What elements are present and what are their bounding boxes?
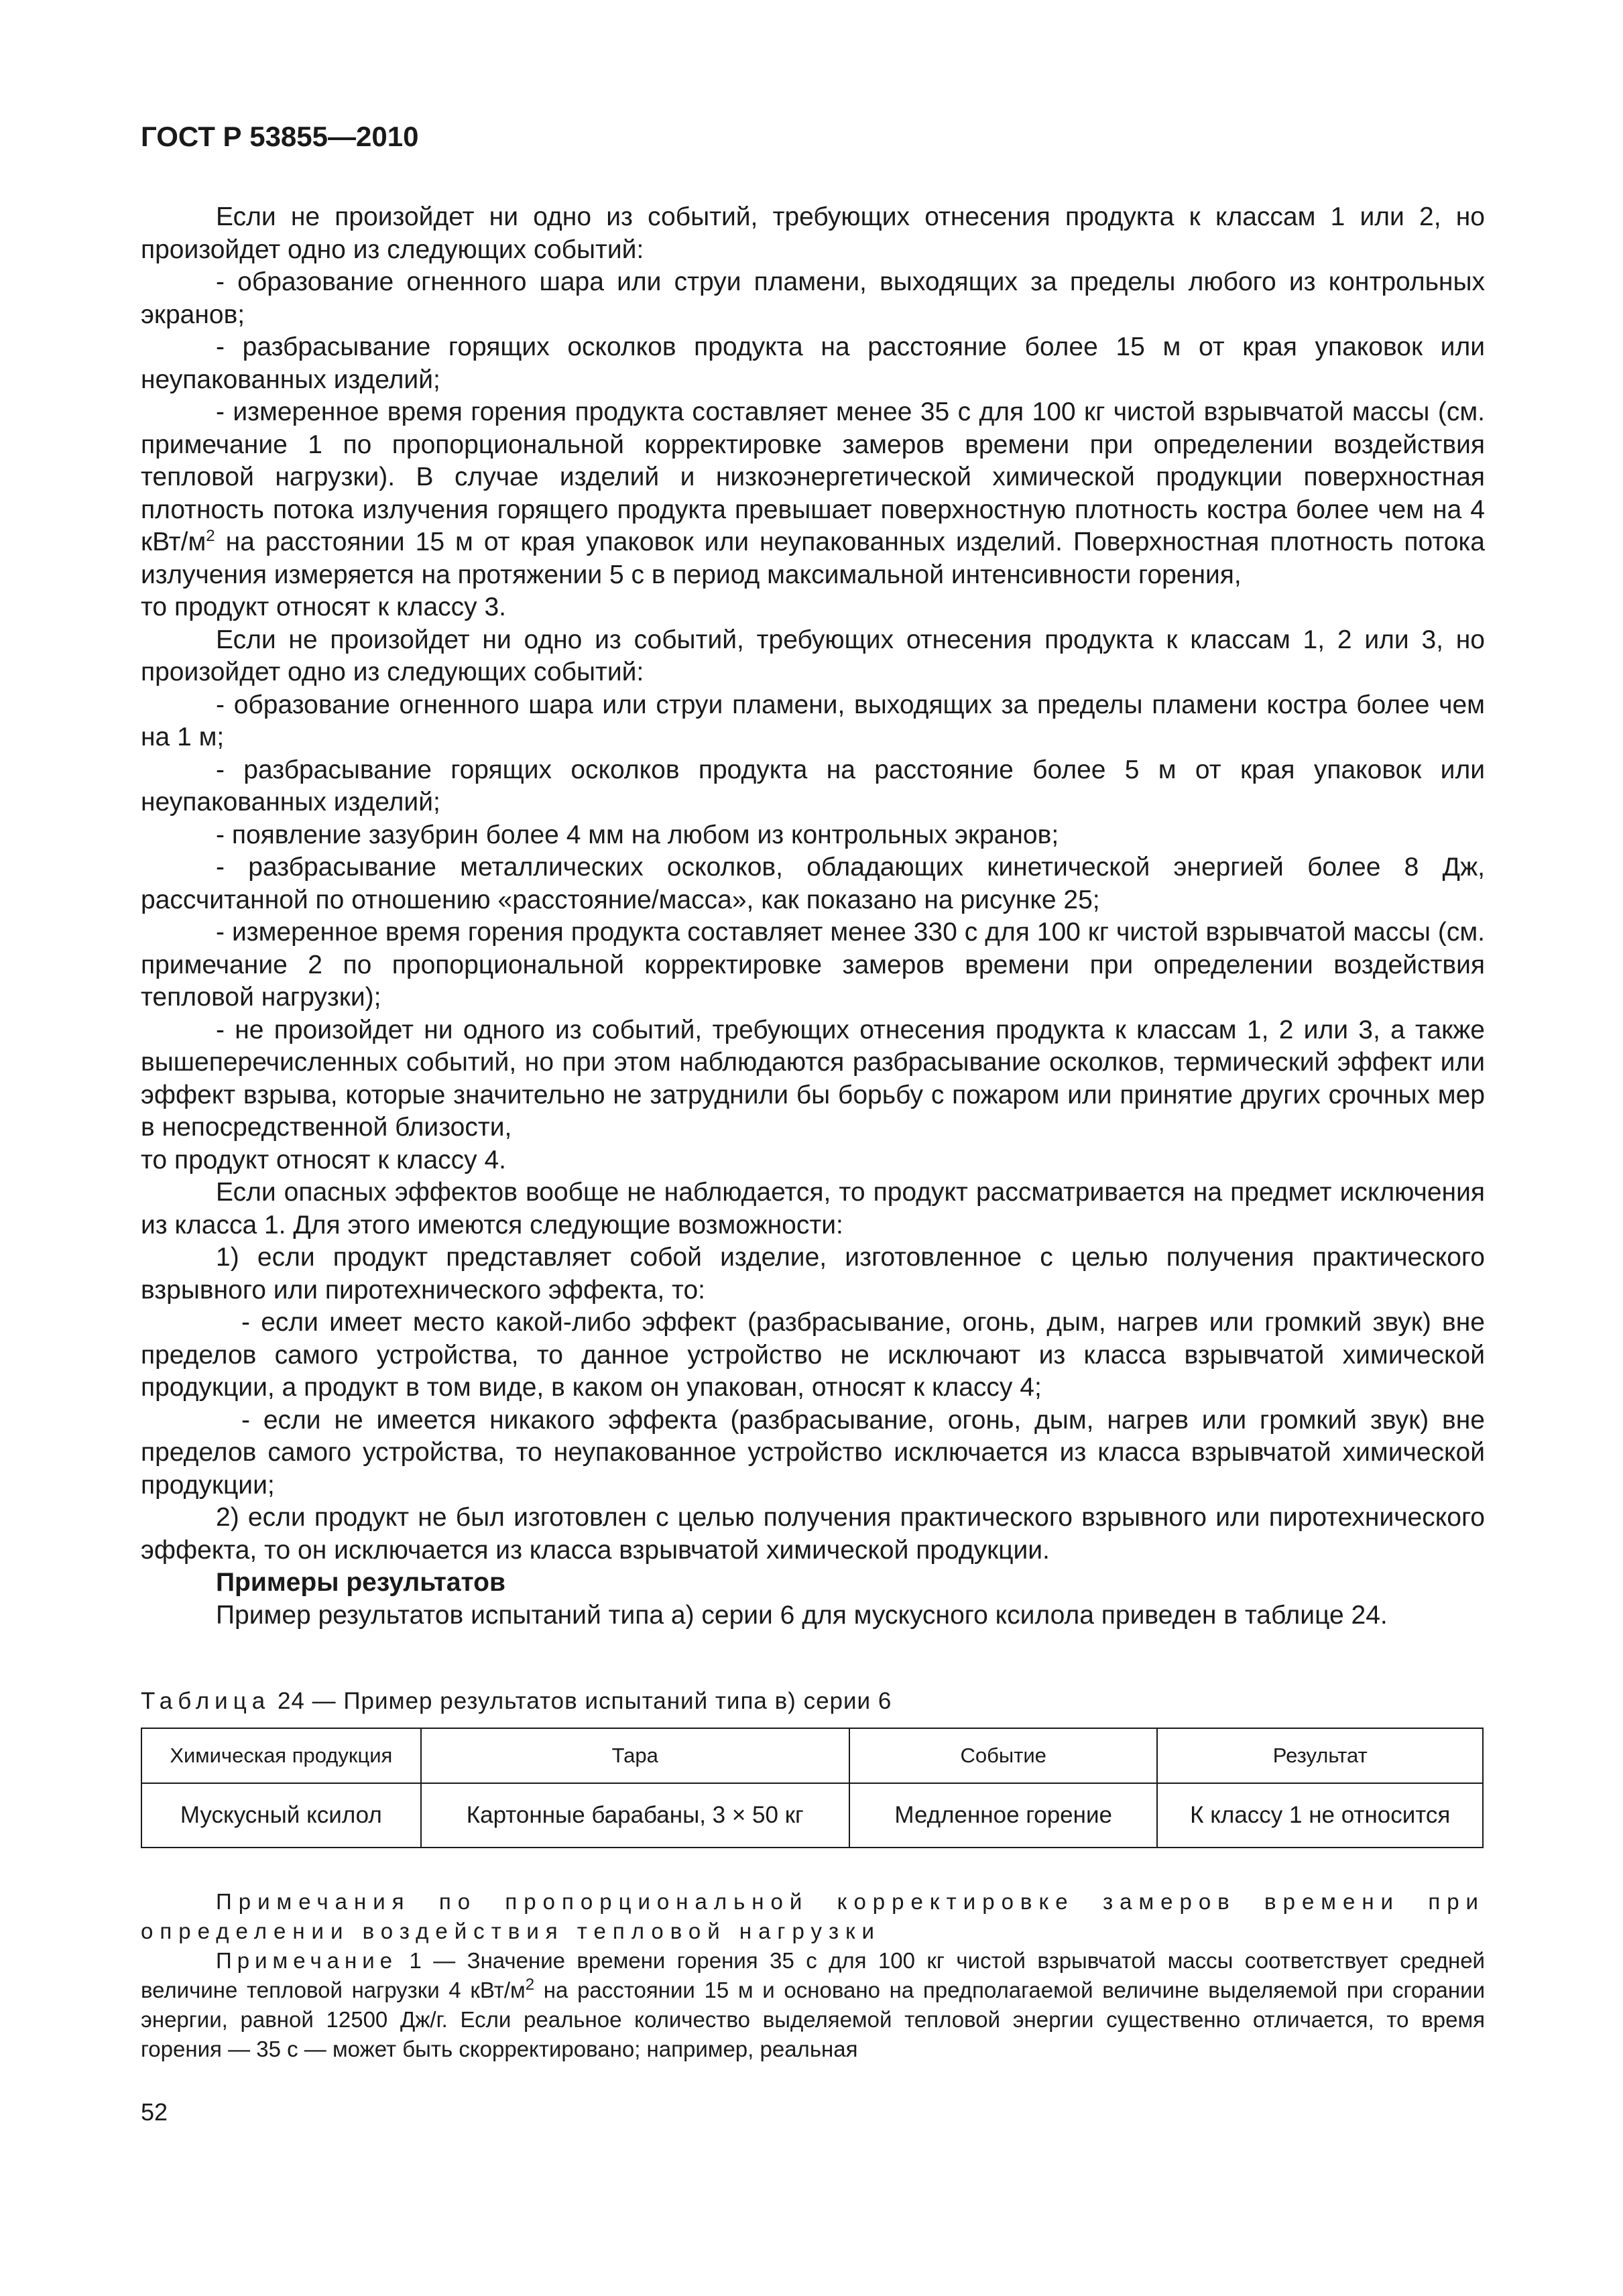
text-segment: - измеренное время горения продукта составляет менее 35 с для 100 кг чистой взрывчатой массы (см. примечание 1 по пропорциональной корректировке замеров времени при определении воздействия тепловой нагрузки). В случае изделий и низкоэнергетической химической продукции поверхностная плотность потока излучения горящего продукта превышает поверхностную плотность костра более чем на 4 кВт/м — [141, 398, 1485, 556]
list-item: - измеренное время горения продукта составляет менее 330 с для 100 кг чистой взрывчатой массы (см. примечание 2 по пропорциональной корректировке замеров времени при определении воздействия тепловой нагрузки); — [141, 918, 1485, 1012]
column-header: Результат — [1157, 1728, 1483, 1783]
note-label: Примечание — [216, 1948, 398, 1973]
conclusion-line: то продукт относят к классу 4. — [141, 1145, 506, 1174]
list-item: - разбрасывание горящих осколков продукта на расстояние более 5 м от края упаковок или неупакованных изделий; — [141, 755, 1485, 817]
table-cell: Мускусный ксилол — [141, 1783, 421, 1848]
sub-list-item: - если имеет место какой-либо эффект (разбрасывание, огонь, дым, нагрев или громкий звук) вне пределов самого устройства, то данное устройство не исключают из класса взрывчатой химической продукции, а продукт в том виде, в каком он упакован, относят к классу 4; — [141, 1308, 1485, 1402]
text-segment: 1 — Значение времени горения 35 с для 100 кг чистой взрывчатой массы соответствует средней величине тепловой нагрузки 4 кВт/м — [141, 1948, 1485, 2002]
list-item: 1) если продукт представляет собой изделие, изготовленное с целью получения практического взрывного или пиротехнического эффекта, то: — [141, 1243, 1485, 1305]
results-table — [141, 1728, 1484, 1848]
conclusion-line: то продукт относят к классу 3. — [141, 593, 506, 621]
caption-text: 24 — Пример результатов испытаний типа в) серии 6 — [270, 1688, 892, 1714]
table-row — [141, 1783, 1483, 1848]
column-header: Событие — [849, 1728, 1158, 1783]
paragraph: Если не произойдет ни одно из событий, требующих отнесения продукта к классам 1, 2 или 3, но произойдет одно из следующих событий: — [141, 625, 1485, 686]
list-item: - образование огненного шара или струи пламени, выходящих за пределы пламени костра более чем на 1 м; — [141, 690, 1485, 751]
notes-heading: Примечания по пропорциональной корректировке замеров времени при определении воздействия тепловой нагрузки — [141, 1889, 1485, 1943]
column-header: Химическая продукция — [141, 1728, 421, 1783]
sub-list-item: - если не имеется никакого эффекта (разбрасывание, огонь, дым, нагрев или громкий звук) вне пределов самого устройства, то неупакованное устройство исключается из класса взрывчатой химической продукции; — [141, 1405, 1485, 1500]
table-caption — [141, 1688, 892, 1715]
table-cell: Медленное горение — [849, 1783, 1158, 1848]
caption-label: Таблица — [141, 1688, 271, 1714]
note-1 — [141, 1946, 1485, 2064]
list-item: - разбрасывание горящих осколков продукта на расстояние более 15 м от края упаковок или неупакованных изделий; — [141, 333, 1485, 394]
notes-block — [141, 1887, 1485, 2064]
list-item: - разбрасывание металлических осколков, обладающих кинетической энергией более 8 Дж, рассчитанной по отношению «расстояние/масса», как показано на рисунке 25; — [141, 853, 1485, 914]
list-item: - появление зазубрин более 4 мм на любом из контрольных экранов; — [216, 820, 1059, 849]
superscript: 2 — [525, 1976, 535, 1994]
paragraph: Пример результатов испытаний типа а) серии 6 для мускусного ксилола приведен в таблице 24. — [216, 1600, 1388, 1630]
page-number: 52 — [141, 2098, 168, 2126]
list-item: - не произойдет ни одного из событий, требующих отнесения продукта к классам 1, 2 или 3, а также вышеперечисленных событий, но при этом наблюдаются разбрасывание осколков, термический эффект или эффект взрыва, которые значительно не затруднили бы борьбу с пожаром или принятие других срочных мер в непосредственной близости, — [141, 1015, 1485, 1142]
text-segment: на расстоянии 15 м от края упаковок или неупакованных изделий. Поверхностная плотность потока излучения измеряется на протяжении 5 с в период максимальной интенсивности горения, — [141, 528, 1485, 589]
paragraph: Если опасных эффектов вообще не наблюдается, то продукт рассматривается на предмет исключения из класса 1. Для этого имеются следующие возможности: — [141, 1178, 1485, 1240]
text-segment: на расстоянии 15 м и основано на предполагаемой величине выделяемой при сгорании энергии, равной 12500 Дж/г. Если реальное количество выделяемой тепловой энергии существенно отличается, то время горения — 35 с — может быть скорректировано; например, реальная — [141, 1978, 1486, 2061]
table-cell: К классу 1 не относится — [1157, 1783, 1483, 1848]
table-header-row — [141, 1728, 1483, 1783]
superscript: 2 — [206, 527, 215, 545]
body-text — [141, 201, 1485, 1632]
list-item: - образование огненного шара или струи пламени, выходящих за пределы любого из контрольных экранов; — [141, 267, 1485, 329]
document-header: ГОСТ Р 53855—2010 — [141, 121, 419, 152]
paragraph: Если не произойдет ни одно из событий, требующих отнесения продукта к классам 1 или 2, но произойдет одно из следующих событий: — [141, 202, 1485, 264]
list-item — [141, 396, 1485, 591]
table-cell: Картонные барабаны, 3 × 50 кг — [421, 1783, 849, 1848]
list-item: 2) если продукт не был изготовлен с целью получения практического взрывного или пиротехнического эффекта, то он исключается из класса взрывчатой химической продукции. — [141, 1503, 1485, 1565]
section-heading: Примеры результатов — [216, 1568, 505, 1597]
column-header: Тара — [421, 1728, 849, 1783]
